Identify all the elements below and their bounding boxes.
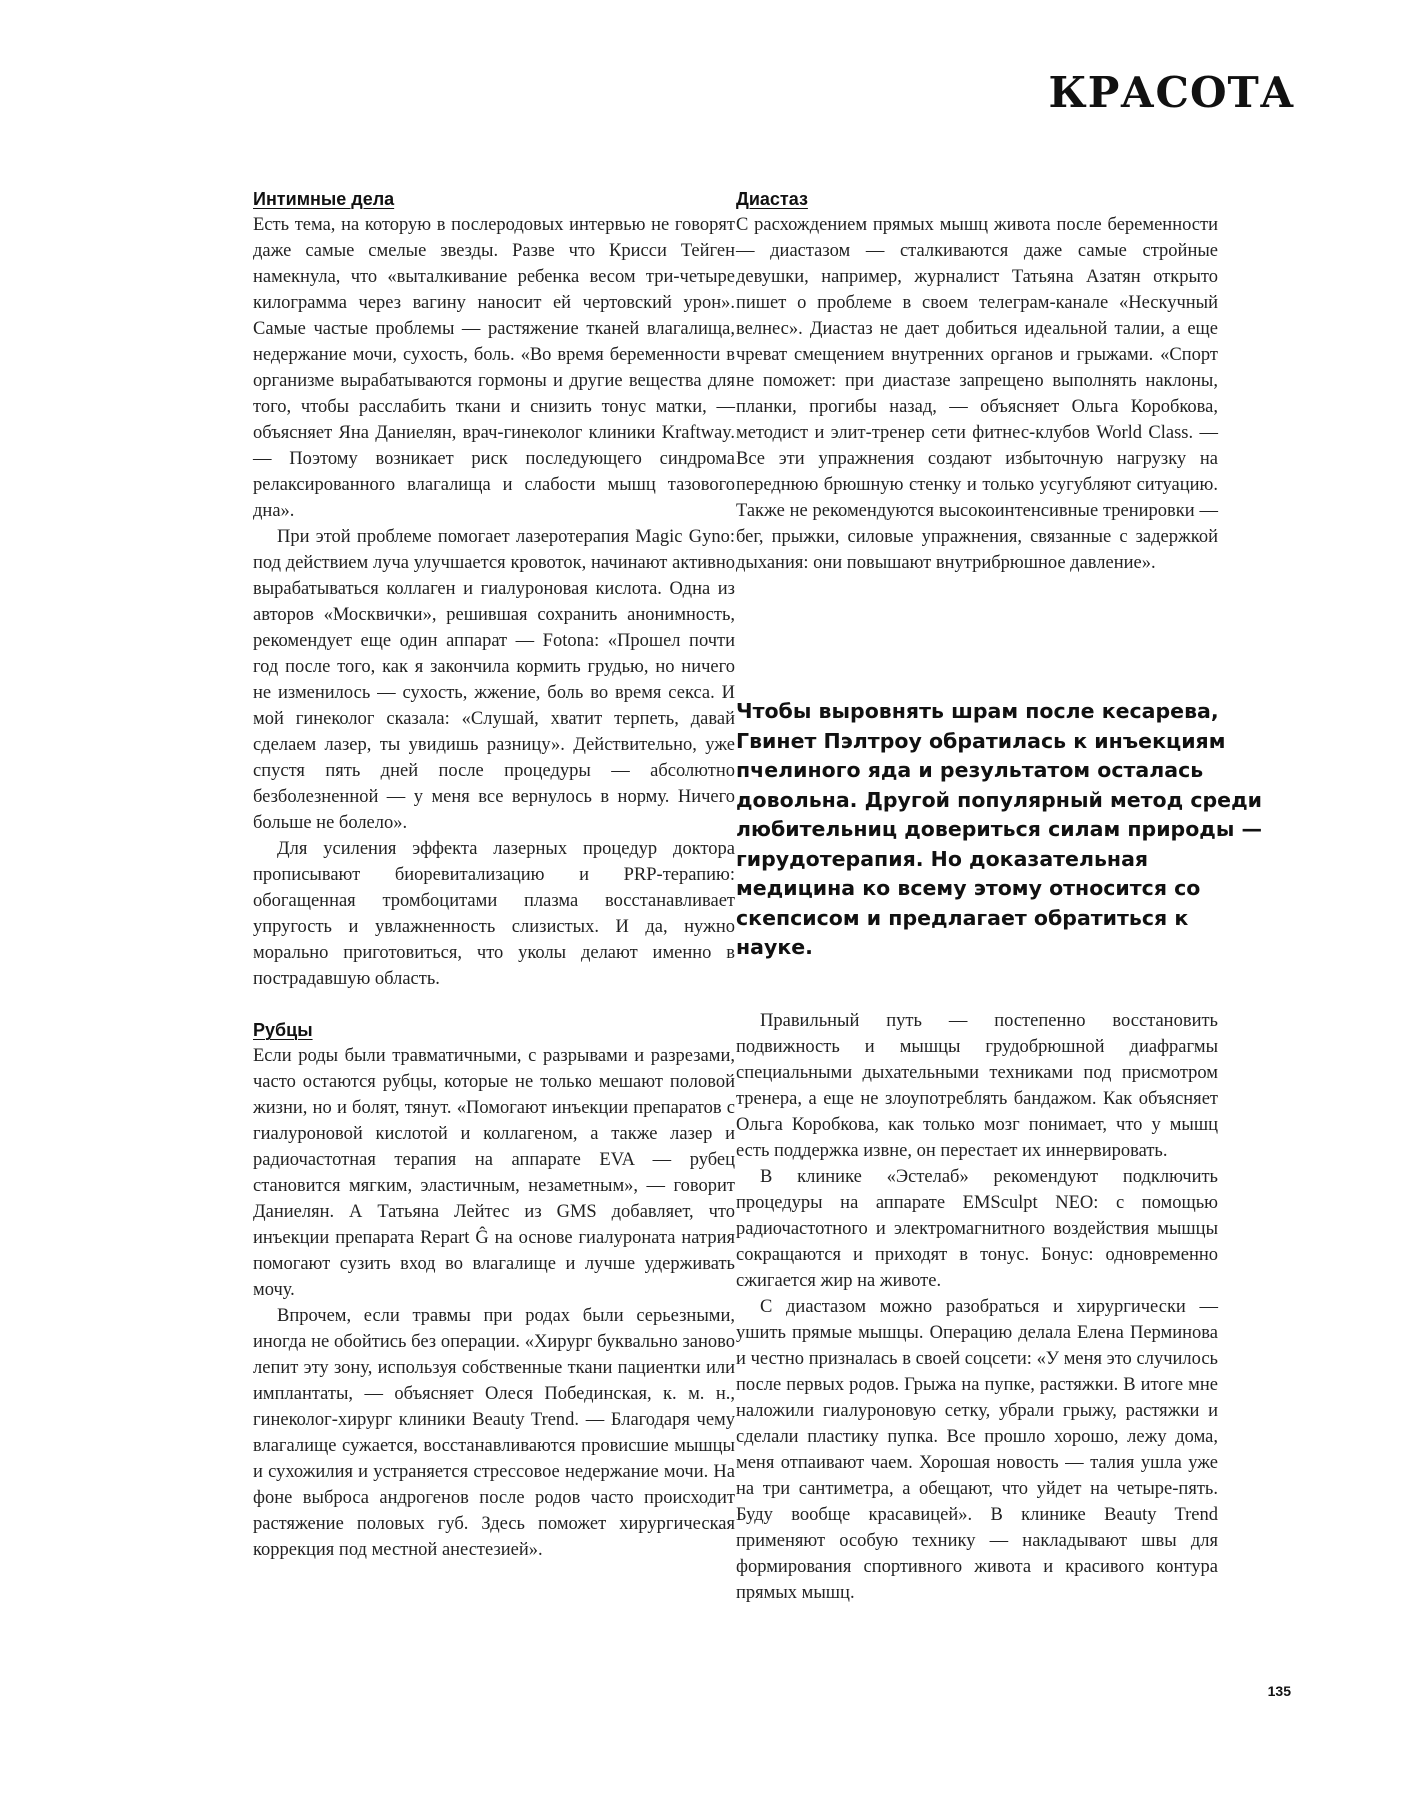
pull-quote: Чтобы выровнять шрам после кесарева, Гвинет Пэлтроу обратилась к инъекциям пчелиного яда и результатом осталась довольна. Другой популярный метод среди любительниц довериться силам природы — гирудотерапия. Но доказательная медицина ко всему этому относится со скепсисом и предлагает обратиться к науке.	[736, 699, 1263, 959]
paragraph: С расхождением прямых мышц живота после беременности — диастазом — сталкиваются даже самые стройные девушки, например, журналист Татьяна Азатян открыто пишет о проблеме в своем телеграм-канале «Нескучный велнес». Диастаз не дает добиться идеальной талии, а еще чреват смещением внутренних органов и грыжами. «Спорт не поможет: при диастазе запрещено выполнять наклоны, планки, прогибы назад, — объясняет Ольга Коробкова, методист и элит-тренер сети фитнес-клубов World Class. — Все эти упражнения создают избыточную нагрузку на переднюю брюшную стенку и только усугубляют ситуацию. Также не рекомендуются высокоинтенсивные тренировки — бег, прыжки, силовые упражнения, связанные с задержкой дыхания: они повышают внутрибрюшное давление».	[736, 215, 1218, 573]
paragraph: Для усиления эффекта лазерных процедур доктора прописывают биоревитализацию и PRP-терапию: обогащенная тромбоцитами плазма восстанавливает упругость и увлажненность слизистых. И да, нужно морально приготовиться, что уколы делают именно в пострадавшую область.	[253, 839, 735, 989]
paragraph: Есть тема, на которую в послеродовых интервью не говорят даже самые смелые звезды. Разве что Крисси Тейген намекнула, что «выталкивание ребенка весом три-четыре килограмма через вагину наносит ей чертовский урон». Самые частые проблемы — растяжение тканей влагалища, недержание мочи, сухость, боль. «Во время беременности в организме вырабатываются гормоны и другие вещества для того, чтобы расслабить ткани и снизить тонус матки, — объясняет Яна Даниелян, врач-гинеколог клиники Kraftway. — Поэтому возникает риск последующего синдрома релаксированного влагалища и слабости мышц тазового дна».	[253, 215, 735, 521]
paragraph: Правильный путь — постепенно восстановить подвижность и мышцы грудобрюшной диафрагмы специальными дыхательными техниками под присмотром тренера, а еще не злоупотреблять бандажом. Как объясняет Ольга Коробкова, как только мозг понимает, что у мышц есть поддержка извне, он перестает их иннервировать.	[736, 1011, 1218, 1161]
right-column-top	[736, 187, 1218, 576]
page-number: 135	[1267, 1683, 1291, 1699]
section-heading-intimate: Интимные дела	[253, 189, 395, 209]
paragraph: Если роды были травматичными, с разрывами и разрезами, часто остаются рубцы, которые не только мешают половой жизни, но и болят, тянут. «Помогают инъекции препаратов с гиалуроновой кислотой и коллагеном, а также лазер и радиочастотная терапия на аппарате EVA — рубец становится мягким, эластичным, незаметным», — говорит Даниелян. А Татьяна Лейтес из GMS добавляет, что инъекции препарата Repart Ĝ на основе гиалуроната натрия помогают сузить вход во влагалище и лучше удерживать мочу.	[253, 1046, 735, 1300]
paragraph: С диастазом можно разобраться и хирургически — ушить прямые мышцы. Операцию делала Елена Перминова и честно призналась в своей соцсети: «У меня это случилось после первых родов. Грыжа на пупке, растяжки. В итоге мне наложили гиалуроновую сетку, убрали грыжу, растяжки и сделали пластику пупка. Все прошло хорошо, лежу дома, меня отпаивают чаем. Хорошая новость — талия ушла уже на три сантиметра, а обещают, что уйдет на четыре-пять. Буду вообще красавицей». В клинике Beauty Trend применяют особую технику — накладывают швы для формирования спортивного живота и красивого контура прямых мышц.	[736, 1297, 1218, 1603]
paragraph: Впрочем, если травмы при родах были серьезными, иногда не обойтись без операции. «Хирург буквально заново лепит эту зону, используя собственные ткани пациентки или имплантаты, — объясняет Олеся Побединская, к. м. н., гинеколог-хирург клиники Beauty Trend. — Благодаря чему влагалище сужается, восстанавливаются провисшие мышцы и сухожилия и устраняется стрессовое недержание мочи. На фоне выброса андрогенов после родов часто происходит растяжение половых губ. Здесь поможет хирургическая коррекция под местной анестезией».	[253, 1306, 735, 1560]
paragraph: При этой проблеме помогает лазеротерапия Magic Gyno: под действием луча улучшается кровоток, начинают активно вырабатываться коллаген и гиалуроновая кислота. Одна из авторов «Москвички», решившая сохранить анонимность, рекомендует еще один аппарат — Fotona: «Прошел почти год после того, как я закончила кормить грудью, но ничего не изменилось — сухость, жжение, боль во время секса. И мой гинеколог сказала: «Слушай, хватит терпеть, давай сделаем лазер, ты увидишь разницу». Действительно, уже спустя пять дней после процедуры — абсолютно безболезненной — у меня все вернулось в норму. Ничего больше не болело».	[253, 527, 735, 833]
section-title: КРАСОТА	[1048, 68, 1295, 117]
right-column-bottom	[736, 1008, 1218, 1606]
paragraph: В клинике «Эстелаб» рекомендуют подключить процедуры на аппарате EMSculpt NEO: с помощью радиочастотного и электромагнитного воздействия мышцы сокращаются и приходят в тонус. Бонус: одновременно сжигается жир на животе.	[736, 1167, 1218, 1291]
section-heading-diastasis: Диастаз	[736, 189, 808, 209]
section-heading-scars: Рубцы	[253, 1020, 313, 1040]
left-column	[253, 187, 735, 1563]
section-spacer	[253, 992, 735, 1018]
